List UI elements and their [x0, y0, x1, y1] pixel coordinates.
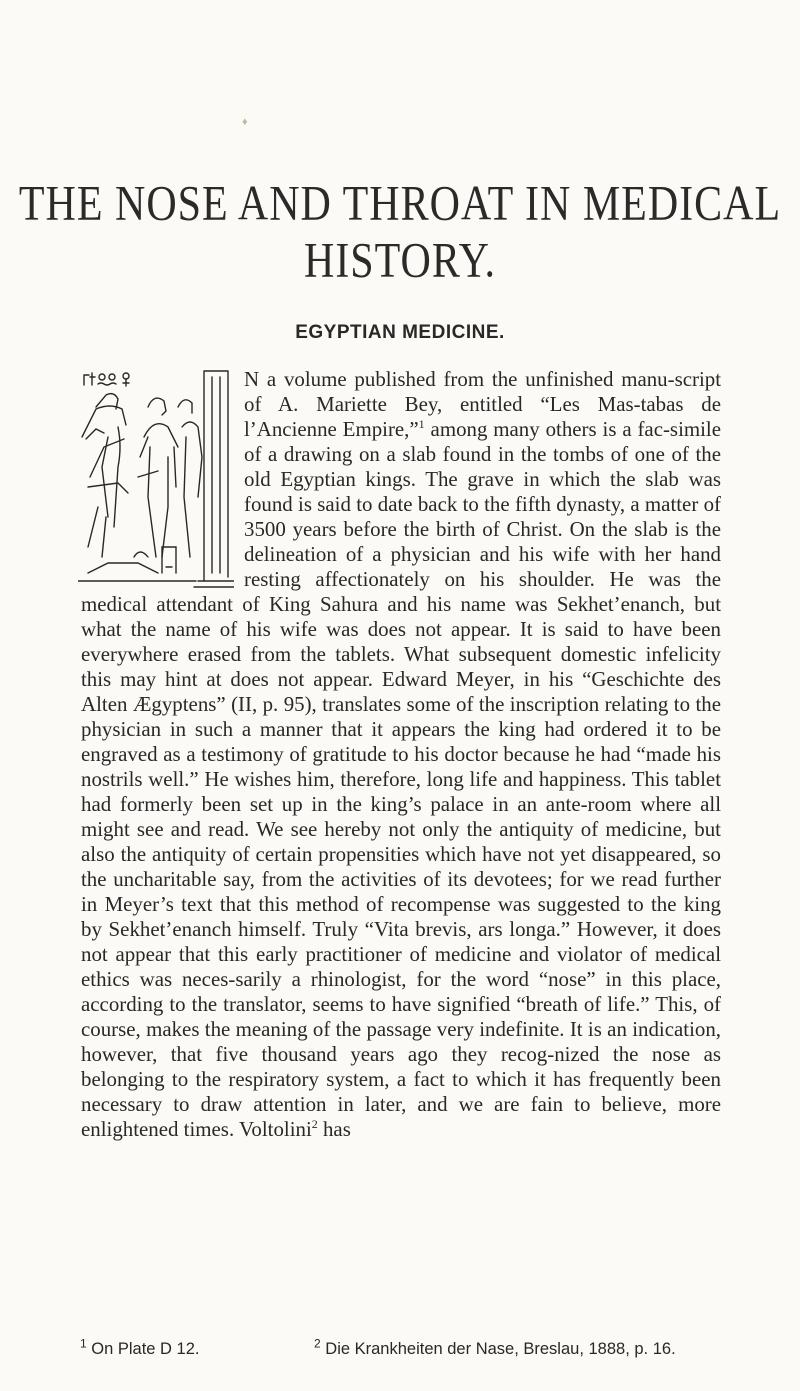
- section-heading: EGYPTIAN MEDICINE.: [295, 322, 505, 343]
- page-title: THE NOSE AND THROAT IN MEDICAL HISTORY.: [18, 177, 782, 289]
- footnote-1-number: 1: [80, 1336, 87, 1351]
- hieroglyph-initial-illustration: [78, 367, 234, 592]
- ink-mark: ♦: [242, 116, 248, 128]
- footnote-ref-1: 1: [418, 417, 425, 432]
- footnote-1: [80, 1336, 200, 1359]
- body-text-3: has: [317, 1117, 351, 1141]
- body-text-1: N a volume published from the unfinished manu-script of A. Mariette Bey, entitled “Les Mas-tabas de l’Ancienne Empire,”: [244, 367, 721, 441]
- body-paragraph: [81, 367, 721, 1142]
- body-text-2: among many others is a fac-simile of a drawing on a slab found in the tombs of one of the old Egyptian kings. The grave in which the slab was found is said to date back to the fifth dynasty, a matter of 3500 years before the birth of Christ. On the slab is the delineation of a physician and his wife with her hand resting affectionately on his shoulder. He was the medical attendant of King Sahura and his name was Sekhet’enanch, but what the name of his wife was does not appear. It is said to have been everywhere erased from the tablets. What subsequent domestic infelicity this may hint at does not appear. Edward Meyer, in his “Geschichte des Alten Ægyptens” (II, p. 95), translates some of the inscription relating to the physician in such a manner that it appears the king had ordered it to be engraved as a testimony of gratitude to his doctor because he had “made his nostrils well.” He wishes him, therefore, long life and happiness. This tablet had formerly been set up in the king’s palace in an ante-room where all might see and read. We see hereby not only the antiquity of medicine, but also the antiquity of certain propensities which have not yet disappeared, so the uncharitable say, from the activities of its devotees; for we read further in Meyer’s text that this method of recompense was suggested to the king by Sekhet’enanch himself. Truly “Vita brevis, ars longa.” However, it does not appear that this early practitioner of medicine and violator of medical ethics was neces-sarily a rhinologist, for the word “nose” in this place, according to the translator, seems to have signified “breath of life.” This, of course, makes the meaning of the passage very indefinite. It is an indication, however, that five thousand years ago they recog-nized the nose as belonging to the respiratory system, a fact to which it has frequently been necessary to draw attention in later, and we are fain to believe, more enlightened times. Voltolini: [81, 417, 721, 1141]
- footnote-1-text: On Plate D 12.: [86, 1340, 200, 1358]
- footnote-ref-2: 2: [311, 1117, 318, 1132]
- footnote-2-text: Die Krankheiten der Nase, Breslau, 1888, p. 16.: [320, 1340, 676, 1358]
- footnote-2: [314, 1336, 676, 1359]
- footnote-2-number: 2: [314, 1336, 321, 1351]
